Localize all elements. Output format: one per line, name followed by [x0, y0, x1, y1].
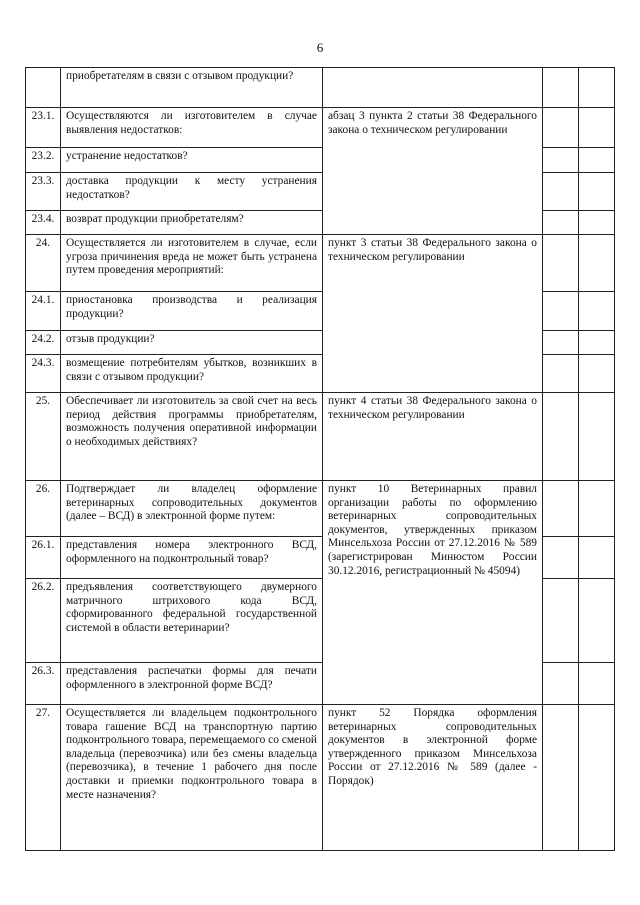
row-number: 27.: [26, 705, 61, 851]
question-text: Подтверждает ли владелец оформление ветеринарных сопроводительных документов (далее – ВСД) в электронной форме путем:: [61, 481, 323, 537]
legal-reference: пункт 3 статьи 38 Федерального закона о техническом регулировании: [323, 235, 543, 393]
comment-cell: [579, 393, 615, 481]
checklist-table: [25, 67, 615, 851]
answer-cell: [543, 331, 579, 355]
answer-cell: [543, 579, 579, 663]
question-text: представления распечатки формы для печати оформленного в электронной форме ВСД?: [61, 663, 323, 705]
table-row: [26, 481, 615, 537]
comment-cell: [579, 292, 615, 331]
legal-reference: абзац 3 пункта 2 статьи 38 Федерального закона о техническом регулировании: [323, 108, 543, 235]
answer-cell: [543, 148, 579, 173]
row-number: 24.1.: [26, 292, 61, 331]
question-text: Осуществляются ли изготовителем в случае выявления недостатков:: [61, 108, 323, 148]
comment-cell: [579, 579, 615, 663]
table-row: [26, 108, 615, 148]
legal-reference: пункт 10 Ветеринарных правил организации работы по оформлению ветеринарных сопроводительных документов, утвержденных приказом Минсельхоза России от 27.12.2016 № 589 (зарегистрирован Минюстом России 30.12.2016, регистрационный № 45094): [323, 481, 543, 705]
answer-cell: [543, 705, 579, 851]
row-number: 26.2.: [26, 579, 61, 663]
legal-reference: пункт 4 статьи 38 Федерального закона о техническом регулировании: [323, 393, 543, 481]
row-number: 25.: [26, 393, 61, 481]
answer-cell: [543, 537, 579, 579]
question-text: Осуществляется ли изготовителем в случае, если угроза причинения вреда не может быть устранена путем проведения мероприятий:: [61, 235, 323, 292]
row-number: 23.3.: [26, 173, 61, 211]
comment-cell: [579, 173, 615, 211]
comment-cell: [579, 148, 615, 173]
answer-cell: [543, 663, 579, 705]
answer-cell: [543, 393, 579, 481]
answer-cell: [543, 68, 579, 108]
comment-cell: [579, 331, 615, 355]
answer-cell: [543, 355, 579, 393]
row-number: 26.3.: [26, 663, 61, 705]
answer-cell: [543, 292, 579, 331]
page-number: 6: [316, 40, 324, 55]
question-text: возврат продукции приобретателям?: [61, 211, 323, 235]
comment-cell: [579, 68, 615, 108]
question-text: доставка продукции к месту устранения недостатков?: [61, 173, 323, 211]
question-text: Осуществляется ли владельцем подконтрольного товара гашение ВСД на транспортную партию подконтрольного товара, перемещаемого со сменой владельца (перевозчика) или без смены владельца (перевозчика), в течение 1 рабочего дня после доставки и приемки подконтрольного товара в месте назначения?: [61, 705, 323, 851]
row-number: 23.4.: [26, 211, 61, 235]
question-text: приостановка производства и реализация продукции?: [61, 292, 323, 331]
question-text: предъявления соответствующего двумерного матричного штрихового кода ВСД, сформированного федеральной государственной системой в области ветеринарии?: [61, 579, 323, 663]
question-text: Обеспечивает ли изготовитель за свой счет на весь период действия программы приобретателям, возможность получения оперативной информации о необходимых действиях?: [61, 393, 323, 481]
table-row: [26, 393, 615, 481]
row-number: 24.2.: [26, 331, 61, 355]
comment-cell: [579, 481, 615, 537]
answer-cell: [543, 173, 579, 211]
legal-reference-cell: [323, 68, 543, 108]
question-text: представления номера электронного ВСД, оформленного на подконтрольный товар?: [61, 537, 323, 579]
row-number: 26.1.: [26, 537, 61, 579]
row-number: [26, 68, 61, 108]
comment-cell: [579, 537, 615, 579]
answer-cell: [543, 235, 579, 292]
row-number: 23.1.: [26, 108, 61, 148]
comment-cell: [579, 235, 615, 292]
legal-reference: пункт 52 Порядка оформления ветеринарных сопроводительных документов в электронной форме утвержденного приказом Минсельхоза России от 27.12.2016 № 589 (далее - Порядок): [323, 705, 543, 851]
answer-cell: [543, 481, 579, 537]
question-text: приобретателям в связи с отзывом продукции?: [61, 68, 323, 108]
answer-cell: [543, 108, 579, 148]
comment-cell: [579, 355, 615, 393]
table-row: [26, 68, 615, 108]
comment-cell: [579, 663, 615, 705]
table-row: [26, 705, 615, 851]
question-text: устранение недостатков?: [61, 148, 323, 173]
row-number: 24.: [26, 235, 61, 292]
question-text: отзыв продукции?: [61, 331, 323, 355]
row-number: 24.3.: [26, 355, 61, 393]
answer-cell: [543, 211, 579, 235]
table-row: [26, 235, 615, 292]
comment-cell: [579, 211, 615, 235]
comment-cell: [579, 108, 615, 148]
question-text: возмещение потребителям убытков, возникших в связи с отзывом продукции?: [61, 355, 323, 393]
comment-cell: [579, 705, 615, 851]
row-number: 26.: [26, 481, 61, 537]
row-number: 23.2.: [26, 148, 61, 173]
